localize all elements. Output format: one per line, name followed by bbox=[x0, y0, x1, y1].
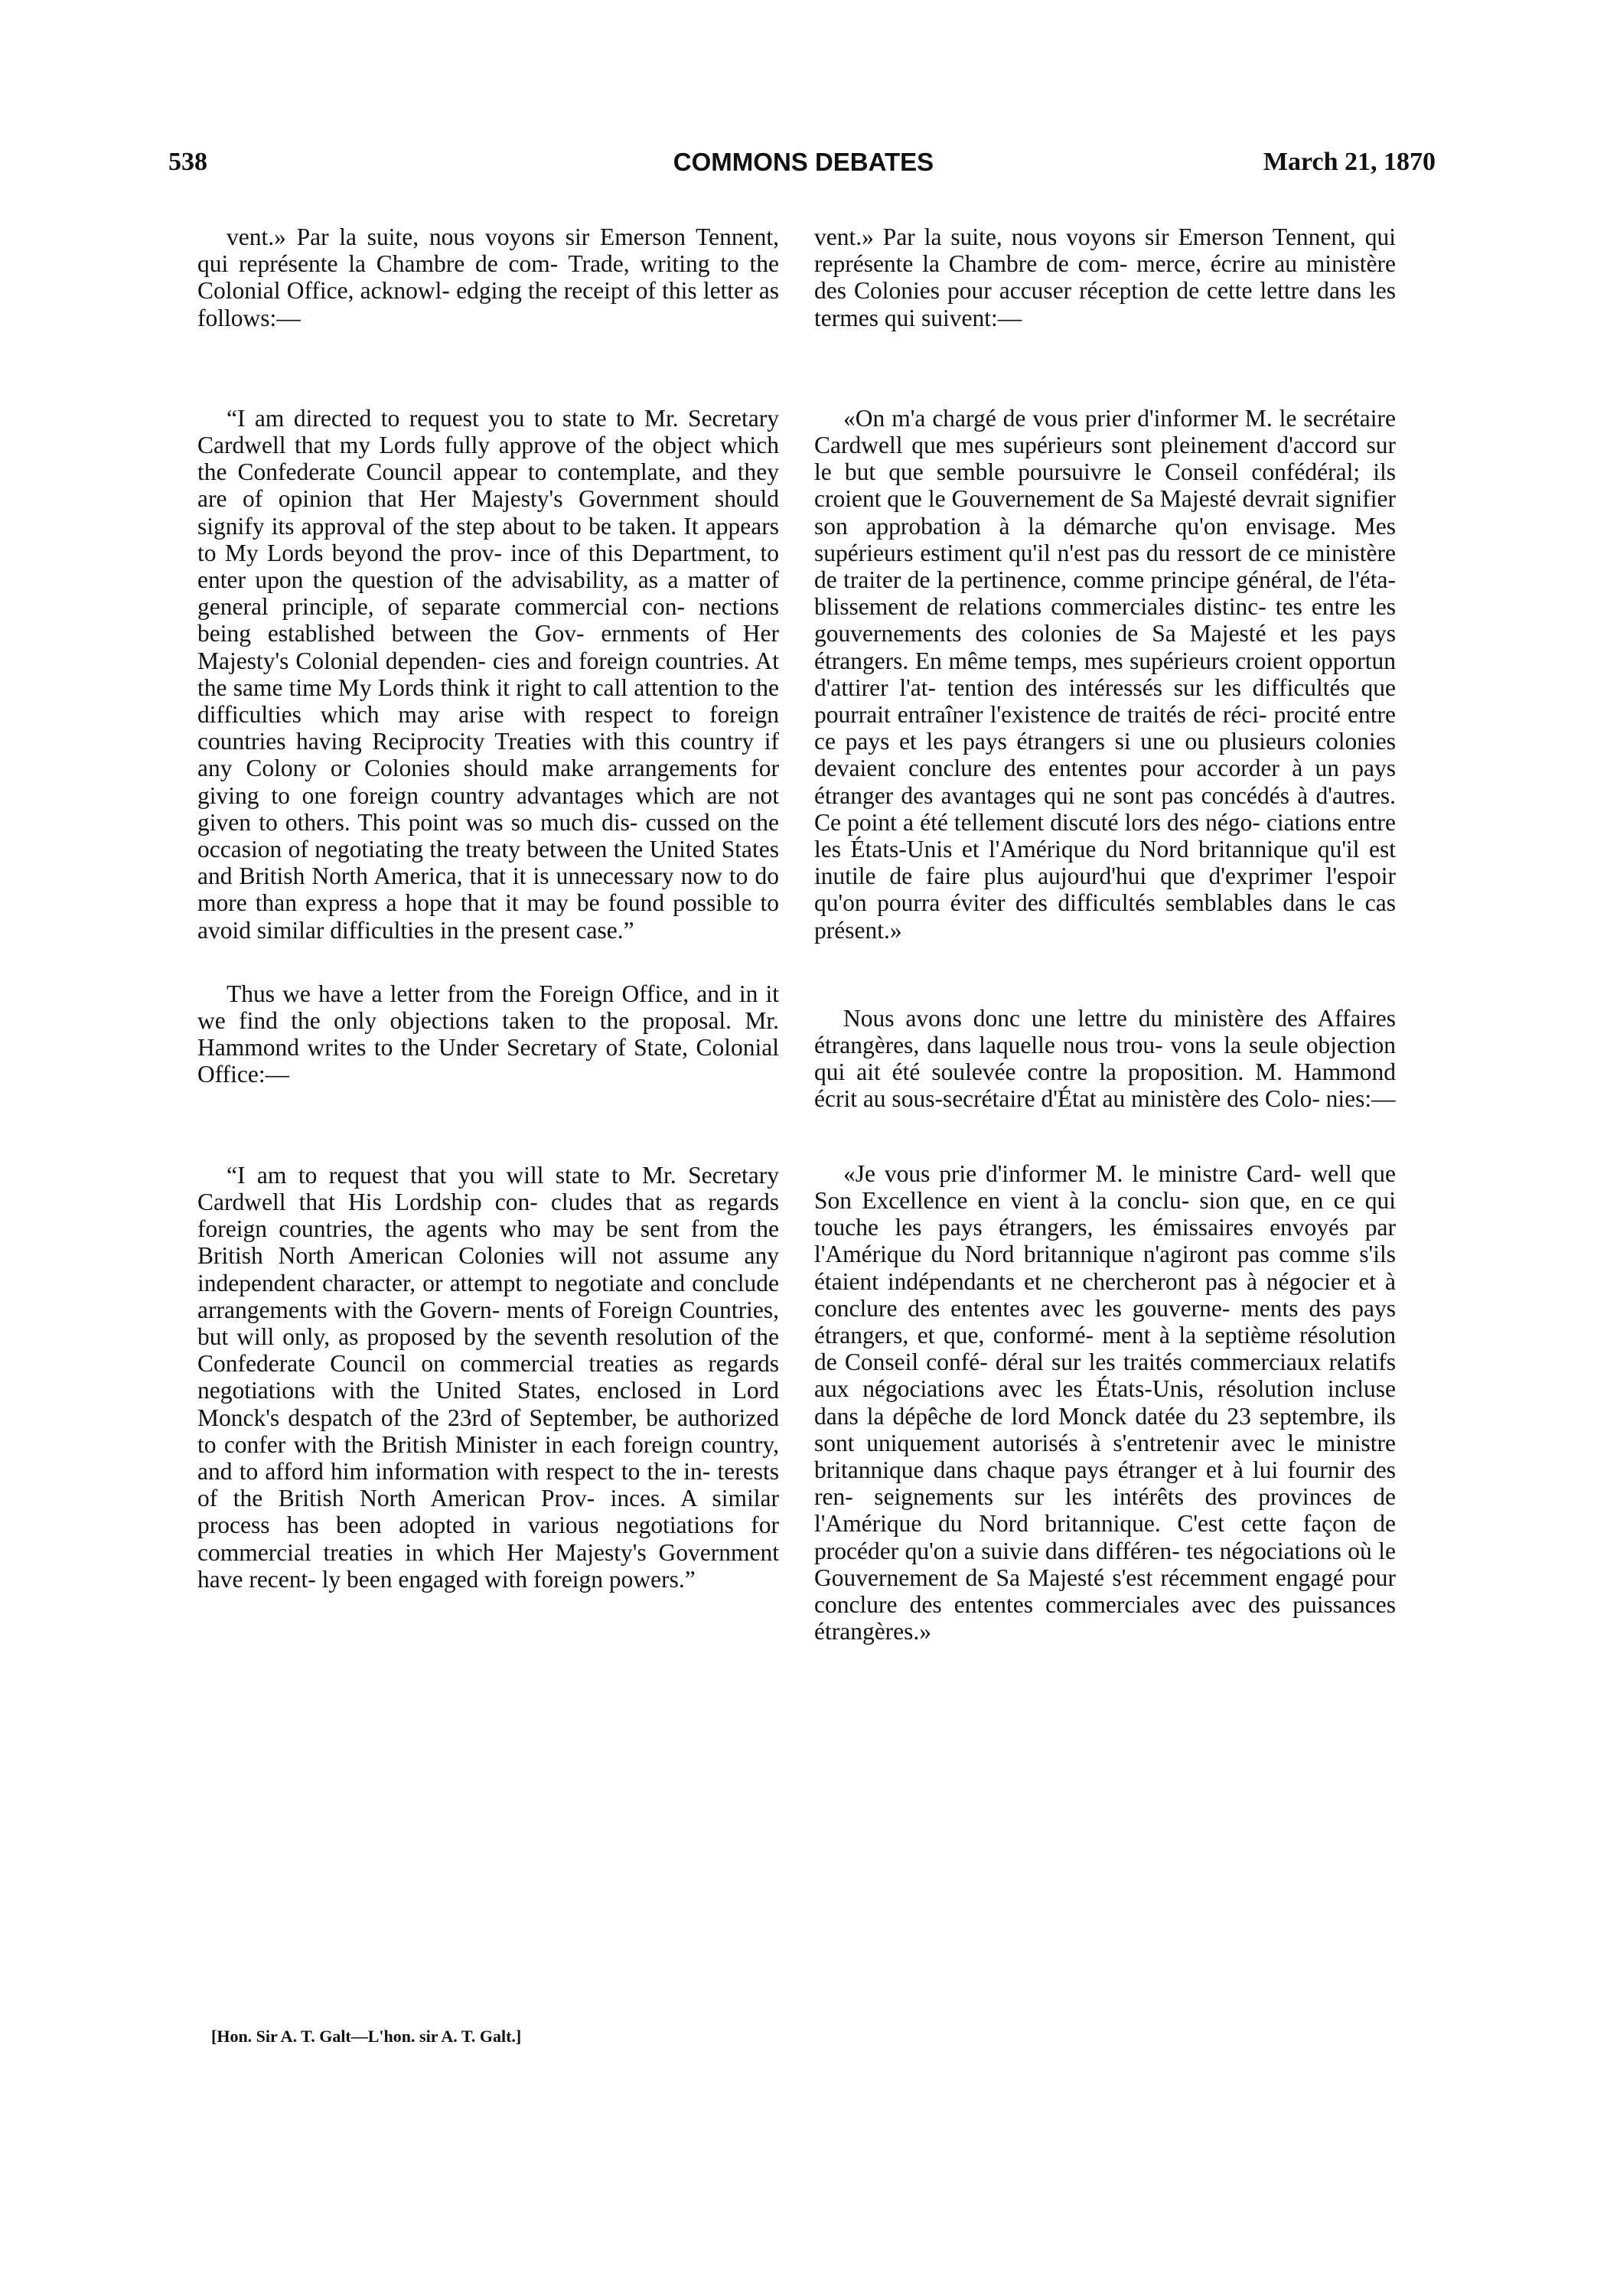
page-number: 538 bbox=[168, 148, 207, 176]
french-quote-2: «Je vous prie d'informer M. le ministre Card- well que Son Excellence en vient à la conclu- sion que, en ce qui touche les pays étrangers, les émissaires envoyés par l'Amérique du Nord britannique n'agiront pas comme s'ils étaient indépendants et ne chercheront pas à négocier et à conclure des ententes avec les gouverne- ments des pays étrangers, et que, conformé- ment à la septième résolution de Conseil confé- déral sur les traités commerciaux relatifs aux négociations avec les États-Unis, résolution incluse dans la dépêche de lord Monck datée du 23 septembre, ils sont uniquement autorisés à s'entretenir avec le ministre britannique dans chaque pays étranger et à lui fournir des ren- seignements sur les intérêts des provinces de l'Amérique du Nord britannique. C'est cette façon de procéder qu'on a suivie dans différen- tes négociations où le Gouvernement de Sa Majesté s'est récemment engagé pour conclure des ententes commerciales avec des puissances étrangères.» bbox=[814, 1159, 1396, 1645]
french-intro-paragraph: vent.» Par la suite, nous voyons sir Emerson Tennent, qui représente la Chambre de com- merce, écrire au ministère des Colonies pour accuser réception de cette lettre dans les termes qui suivent:— bbox=[814, 223, 1396, 331]
english-quote-1: “I am directed to request you to state to Mr. Secretary Cardwell that my Lords fully approve of the object which the Confederate Council appear to contemplate, and they are of opinion that Her Majesty's Government should signify its approval of the step about to be taken. It appears to My Lords beyond the prov- ince of this Department, to enter upon the question of the advisability, as a matter of general principle, of separate commercial con- nections being established between the Gov- ernments of Her Majesty's Colonial dependen- cies and foreign countries. At the same time My Lords think it right to call attention to the difficulties which may arise with respect to foreign countries having Reciprocity Treaties with this country if any Colony or Colonies should make arrangements for giving to one foreign country advantages which are not given to others. This point was so much dis- cussed on the occasion of negotiating the treaty between the United States and British North America, that it is unnecessary now to do more than express a hope that it may be found possible to avoid similar difficulties in the present case.” bbox=[197, 404, 779, 944]
french-column bbox=[814, 223, 1396, 1645]
french-quote-1: «On m'a chargé de vous prier d'informer M. le secrétaire Cardwell que mes supérieurs sont pleinement d'accord sur le but que semble poursuivre le Conseil confédéral; ils croient que le Gouvernement de Sa Majesté devrait signifier son approbation à la démarche qu'on envisage. Mes supérieurs estiment qu'il n'est pas du ressort de ce ministère de traiter de la pertinence, comme principe général, de l'éta- blissement de relations commerciales distinc- tes entre les gouvernements des colonies de Sa Majesté et les pays étrangers. En même temps, mes supérieurs croient opportun d'attirer l'at- tention des intéressés sur les difficultés que pourrait entraîner l'existence de traités de réci- procité entre ce pays et les pays étrangers si une ou plusieurs colonies devaient conclure des ententes pour accorder à un pays étranger des avantages qui ne sont pas concédés à d'autres. Ce point a été tellement discuté lors des négo- ciations entre les États-Unis et l'Amérique du Nord britannique qu'il est inutile de faire plus aujourd'hui que d'exprimer l'espoir qu'on pourra éviter des difficultés semblables dans le cas présent.» bbox=[814, 404, 1396, 944]
french-paragraph-2: Nous avons donc une lettre du ministère des Affaires étrangères, dans laquelle nous trou- vons la seule objection qui ait été soulevée contre la proposition. M. Hammond écrit au sous-secrétaire d'État au ministère des Colo- nies:— bbox=[814, 1004, 1396, 1113]
speaker-footnote: [Hon. Sir A. T. Galt—L'hon. sir A. T. Galt.] bbox=[211, 2027, 522, 2046]
english-column bbox=[197, 223, 779, 1593]
running-title: COMMONS DEBATES bbox=[673, 148, 934, 176]
page-date: March 21, 1870 bbox=[1263, 148, 1436, 176]
english-intro-paragraph: vent.» Par la suite, nous voyons sir Emerson Tennent, qui représente la Chambre de com- Trade, writing to the Colonial Office, acknowl- edging the receipt of this letter as follows:— bbox=[197, 223, 779, 331]
english-quote-2: “I am to request that you will state to Mr. Secretary Cardwell that His Lordship con- cludes that as regards foreign countries, the agents who may be sent from the British North American Colonies will not assume any independent character, or attempt to negotiate and conclude arrangements with the Govern- ments of Foreign Countries, but will only, as proposed by the seventh resolution of the Confederate Council on commercial treaties as regards negotiations with the United States, enclosed in Lord Monck's despatch of the 23rd of September, be authorized to confer with the British Minister in each foreign country, and to afford him information with respect to the in- terests of the British North American Prov- inces. A similar process has been adopted in various negotiations for commercial treaties in which Her Majesty's Government have recent- ly been engaged with foreign powers.” bbox=[197, 1161, 779, 1593]
english-paragraph-2: Thus we have a letter from the Foreign Office, and in it we find the only objections taken to the proposal. Mr. Hammond writes to the Under Secretary of State, Colonial Office:— bbox=[197, 980, 779, 1088]
